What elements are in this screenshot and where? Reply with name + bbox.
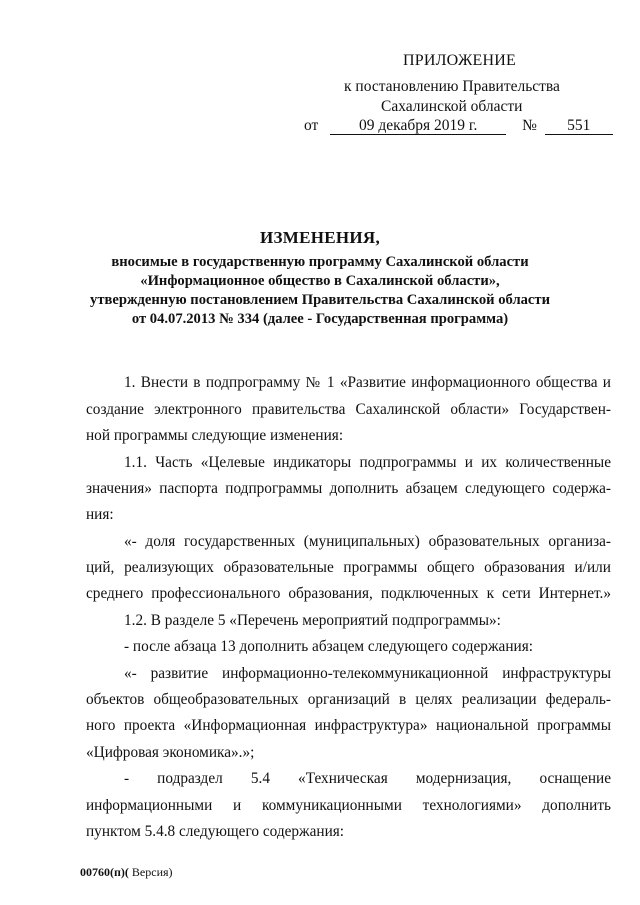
appendix-line-resolution: к постановлению Правительства [344, 78, 560, 95]
body-line: ния: [86, 506, 114, 523]
body-line: - подраздел 5.4 «Техническая модернизация, оснащение [124, 770, 611, 787]
document-title: ИЗМЕНЕНИЯ, [259, 228, 381, 247]
body-line: пунктом 5.4.8 следующего содержания: [86, 823, 345, 840]
body-line: ций, реализующих образовательные программы общего образования и/или [86, 559, 611, 576]
document-subtitle-line-4: от 04.07.2013 № 334 (далее - Государственная программа) [131, 311, 509, 327]
body-line: ного проекта «Информационная инфраструктура» национальной программы [86, 717, 611, 734]
body-line: среднего профессионального образования, подключенных к сети Интернет.» [86, 585, 611, 602]
body-line: значения» паспорта подпрограммы дополнить абзацем следующего содержа- [86, 480, 611, 497]
body-line: - после абзаца 13 дополнить абзацем следующего содержания: [124, 638, 533, 655]
body-line: «Цифровая экономика».»; [86, 744, 255, 761]
body-line: информационными и коммуникационными технологиями» дополнить [86, 797, 611, 814]
appendix-title: ПРИЛОЖЕНИЕ [403, 52, 517, 69]
appendix-line-region: Сахалинской области [381, 98, 523, 115]
body-line: 1.1. Часть «Целевые индикаторы подпрограммы и их количественные [124, 454, 611, 471]
body-line: 1.2. В разделе 5 «Перечень мероприятий подпрограммы»: [124, 612, 501, 629]
body-line: 1. Внести в подпрограмму № 1 «Развитие информационного общества и [124, 374, 611, 391]
body-line: «- развитие информационно-телекоммуникационной инфраструктуры [124, 665, 611, 682]
appendix-date-number-line [304, 117, 613, 135]
from-label: от [304, 117, 319, 134]
document-subtitle-line-1: вносимые в государственную программу Сахалинской области [111, 254, 529, 270]
number-label: № [522, 117, 537, 134]
resolution-date: 09 декабря 2019 г. [330, 117, 506, 135]
body-line: объектов общеобразовательных организаций в целях реализации федераль- [86, 691, 611, 708]
document-version-code [80, 865, 173, 880]
body-line: «- доля государственных (муниципальных) образовательных организа- [124, 533, 611, 550]
body-line: ной программы следующие изменения: [86, 427, 344, 444]
version-label: Версия) [128, 865, 173, 879]
resolution-number: 551 [545, 117, 613, 135]
document-code: 00760(п)( [80, 865, 129, 879]
body-line: создание электронного правительства Сахалинской области» Государствен- [86, 401, 611, 418]
document-subtitle-line-2: «Информационное общество в Сахалинской области», [140, 273, 500, 289]
document-subtitle-line-3: утвержденную постановлением Правительства Сахалинской области [90, 292, 550, 308]
